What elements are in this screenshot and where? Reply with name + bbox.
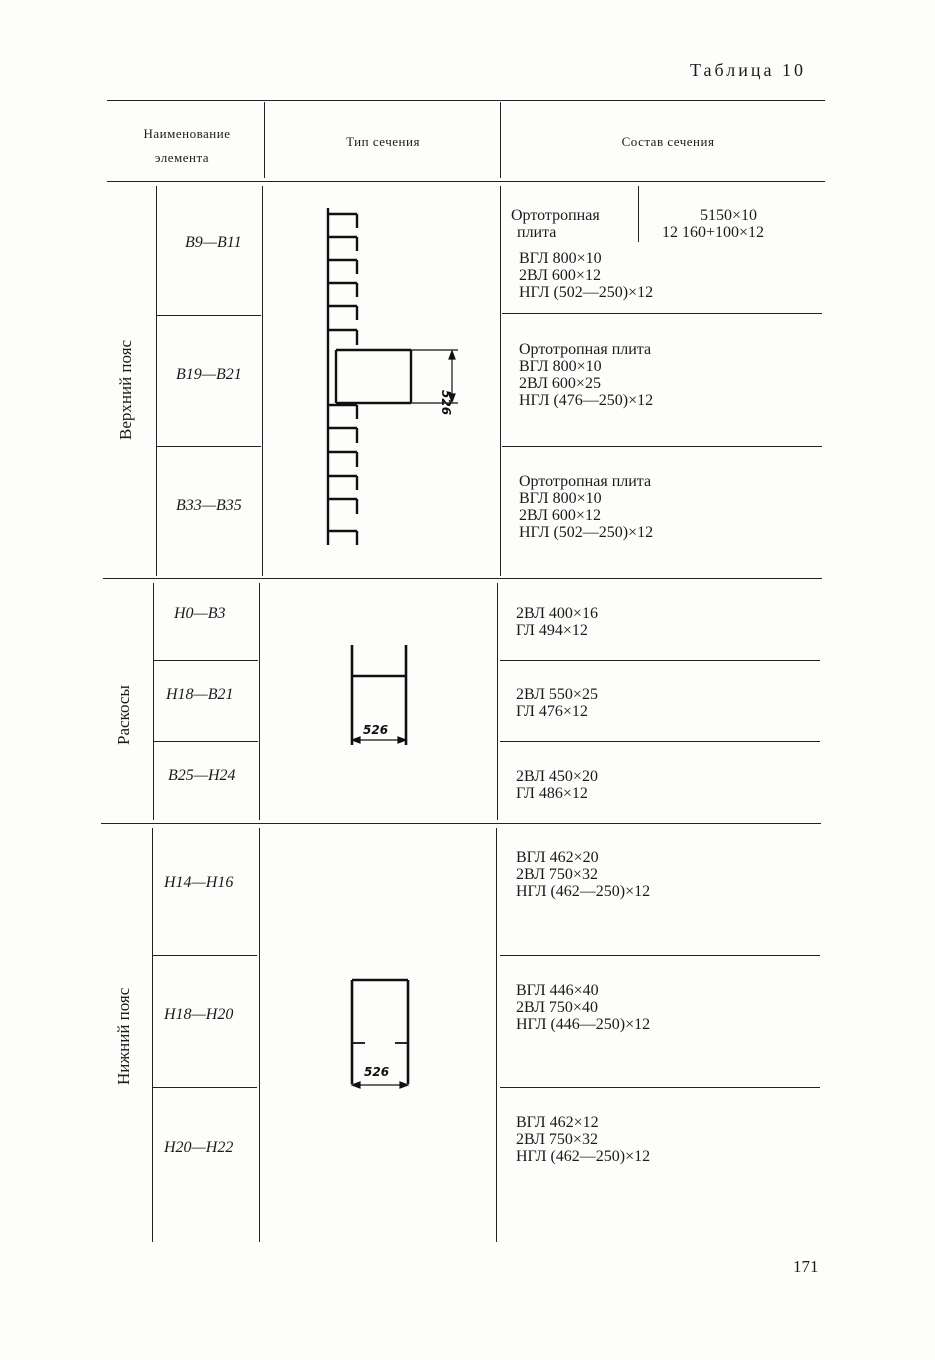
comp-line: ГЛ 494×12	[516, 622, 588, 639]
row-rule	[153, 955, 257, 956]
table-top-rule	[107, 100, 825, 101]
element-name: В19—В21	[176, 366, 242, 383]
comp-line: 2ВЛ 600×12	[519, 507, 601, 524]
element-name: В9—В11	[185, 234, 242, 251]
header-element-name	[112, 122, 262, 170]
header-section-type: Тип сечения	[346, 134, 420, 149]
comp-line: ВГЛ 800×10	[519, 358, 602, 375]
comp-line: 2ВЛ 550×25	[516, 686, 598, 703]
row-rule	[157, 446, 261, 447]
col-rule	[259, 828, 260, 1242]
comp-line: 12 160+100×12	[662, 224, 765, 241]
header-element-name-line1: Наименование	[143, 126, 231, 141]
row-rule	[502, 313, 822, 314]
element-name: В33—В35	[176, 497, 242, 514]
comp-line: Ортотропная	[511, 207, 600, 224]
row-rule	[500, 955, 820, 956]
composition-b19-b21	[519, 341, 653, 409]
comp-line: ВГЛ 462×20	[516, 849, 599, 866]
composition-h20-h22	[516, 1114, 650, 1165]
comp-line: Ортотропная плита	[519, 473, 652, 490]
row-rule	[500, 1087, 820, 1088]
comp-line: ВГЛ 800×10	[519, 250, 602, 267]
table-caption: Таблица 10	[690, 60, 806, 80]
group-bottom-chord: Нижний пояс	[114, 987, 133, 1085]
comp-line: 2ВЛ 750×40	[516, 999, 598, 1016]
comp-line: ГЛ 476×12	[516, 703, 588, 720]
comp-line: ВГЛ 462×12	[516, 1114, 599, 1131]
comp-line: НГЛ (476—250)×12	[519, 392, 654, 409]
row-rule	[154, 660, 258, 661]
composition-b9-b11-orthotropic	[511, 207, 600, 241]
header-bottom-rule	[107, 181, 825, 182]
composition-h14-h16	[516, 849, 650, 900]
element-name: Н14—Н16	[164, 874, 234, 891]
col-rule	[496, 828, 497, 1242]
bottom-chord-dimension: 526	[364, 1065, 390, 1079]
comp-line: 2ВЛ 750×32	[516, 1131, 598, 1148]
col-rule	[497, 583, 498, 820]
group-braces: Раскосы	[114, 685, 133, 745]
comp-line: 2ВЛ 450×20	[516, 768, 598, 785]
col-rule	[152, 828, 153, 1242]
comp-line: НГЛ (462—250)×12	[516, 883, 651, 900]
composition-b33-b35	[519, 473, 653, 541]
element-name: В25—Н24	[168, 767, 236, 784]
brace-dimension: 526	[363, 723, 389, 737]
page-number: 171	[793, 1257, 819, 1276]
comp-line: ВГЛ 800×10	[519, 490, 602, 507]
element-name: Н18—В21	[166, 686, 234, 703]
comp-line: НГЛ (502—250)×12	[519, 284, 654, 301]
comp-line: 2ВЛ 400×16	[516, 605, 598, 622]
brace-section-drawing	[340, 640, 420, 755]
header-section-composition: Состав сечения	[621, 134, 715, 149]
comp-line: плита	[517, 224, 557, 241]
composition-b25-h24	[516, 768, 598, 802]
row-rule	[154, 741, 258, 742]
col-rule	[153, 583, 154, 820]
composition-b9-b11	[519, 250, 653, 301]
group-top-chord: Верхний пояс	[116, 339, 135, 440]
element-name: Н0—В3	[174, 605, 226, 622]
row-rule	[153, 1087, 257, 1088]
composition-b9-b11-orthotropic-values	[662, 207, 764, 241]
row-rule	[500, 660, 820, 661]
header-element-name-line2: элемента	[154, 150, 210, 165]
comp-line: НГЛ (462—250)×12	[516, 1148, 651, 1165]
composition-h0-b3	[516, 605, 598, 639]
comp-line: ГЛ 486×12	[516, 785, 588, 802]
col-rule	[259, 583, 260, 820]
col-rule	[262, 186, 263, 576]
top-group-bottom-rule	[103, 578, 822, 579]
row-rule	[157, 315, 261, 316]
comp-line: НГЛ (446—250)×12	[516, 1016, 651, 1033]
row-rule	[502, 446, 822, 447]
top-chord-section-drawing	[318, 200, 468, 550]
row-rule	[500, 741, 820, 742]
bottom-chord-section-drawing	[340, 972, 420, 1094]
comp-line: 5150×10	[700, 207, 758, 224]
comp-line: 2ВЛ 600×25	[519, 375, 601, 392]
element-name: Н18—Н20	[164, 1006, 234, 1023]
orthotropic-divider	[638, 186, 639, 242]
comp-line: Ортотропная плита	[519, 341, 652, 358]
col-rule	[264, 102, 265, 178]
composition-h18-h20	[516, 982, 650, 1033]
comp-line: 2ВЛ 600×12	[519, 267, 601, 284]
col-rule	[500, 186, 501, 576]
comp-line: НГЛ (502—250)×12	[519, 524, 654, 541]
top-chord-dimension: 526	[439, 390, 453, 416]
composition-h18-b21	[516, 686, 598, 720]
comp-line: 2ВЛ 750×32	[516, 866, 598, 883]
col-rule	[500, 102, 501, 178]
col-rule	[156, 186, 157, 576]
element-name: Н20—Н22	[164, 1139, 234, 1156]
comp-line: ВГЛ 446×40	[516, 982, 599, 999]
braces-group-bottom-rule	[101, 823, 821, 824]
